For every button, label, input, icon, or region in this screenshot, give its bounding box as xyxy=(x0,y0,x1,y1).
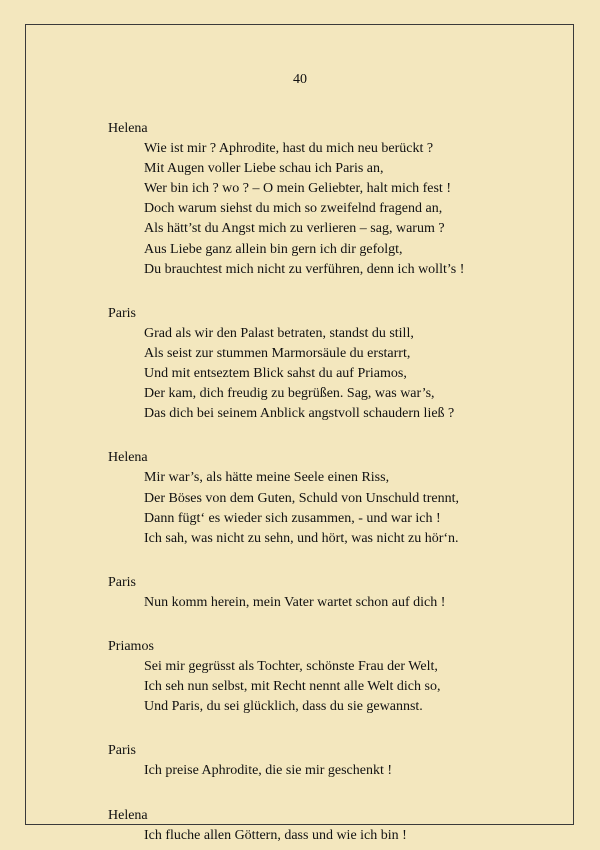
speech-block xyxy=(108,448,548,548)
verse-line: Ich fluche allen Göttern, dass und wie ich bin ! xyxy=(144,827,407,843)
verse-line: Grad als wir den Palast betraten, standst du still, xyxy=(144,325,414,341)
dialogue-text xyxy=(108,119,548,850)
verse-line: Du brauchtest mich nicht zu verführen, denn ich wollt’s ! xyxy=(144,261,465,277)
verse-line: Aus Liebe ganz allein bin gern ich dir gefolgt, xyxy=(144,241,403,257)
verse-line: Sei mir gegrüsst als Tochter, schönste Frau der Welt, xyxy=(144,659,438,675)
verse-line: Doch warum siehst du mich so zweifelnd fragend an, xyxy=(144,201,443,217)
verse-line: Ich sah, was nicht zu sehn, und hört, was nicht zu hör‘n. xyxy=(144,530,459,546)
verse-line: Mit Augen voller Liebe schau ich Paris an, xyxy=(144,161,384,177)
speaker-name: Helena xyxy=(108,807,148,823)
page-number: 40 xyxy=(293,72,307,87)
verse-line: Wie ist mir ? Aphrodite, hast du mich neu berückt ? xyxy=(144,141,434,157)
verse-line: Als hätt’st du Angst mich zu verlieren – sag, warum ? xyxy=(144,221,445,237)
speech-block xyxy=(108,741,548,781)
speaker-name: Priamos xyxy=(108,638,154,654)
speech-block xyxy=(108,637,548,717)
speaker-name: Paris xyxy=(108,743,136,759)
verse-line: Der kam, dich freudig zu begrüßen. Sag, was war’s, xyxy=(144,386,435,402)
verse-line: Ich preise Aphrodite, die sie mir geschenkt ! xyxy=(144,763,393,779)
verse-line: Dann fügt‘ es wieder sich zusammen, - und war ich ! xyxy=(144,510,441,526)
speech-block xyxy=(108,806,548,846)
speech-block xyxy=(108,119,548,280)
verse-line: Mir war’s, als hätte meine Seele einen Riss, xyxy=(144,470,390,486)
verse-line: Und mit entseztem Blick sahst du auf Priamos, xyxy=(144,366,407,382)
speech-block xyxy=(108,573,548,613)
speaker-name: Helena xyxy=(108,450,148,466)
speaker-name: Helena xyxy=(108,121,148,136)
verse-line: Nun komm herein, mein Vater wartet schon auf dich ! xyxy=(144,594,446,610)
verse-line: Wer bin ich ? wo ? – O mein Geliebter, halt mich fest ! xyxy=(144,181,451,197)
verse-line: Als seist zur stummen Marmorsäule du erstarrt, xyxy=(144,345,411,361)
speaker-name: Paris xyxy=(108,574,136,590)
speaker-name: Paris xyxy=(108,305,136,321)
verse-line: Und Paris, du sei glücklich, dass du sie gewannst. xyxy=(144,699,423,715)
speech-block xyxy=(108,304,548,425)
verse-line: Das dich bei seinem Anblick angstvoll schaudern ließ ? xyxy=(144,406,455,422)
verse-line: Der Böses von dem Guten, Schuld von Unschuld trennt, xyxy=(144,490,459,506)
verse-line: Ich seh nun selbst, mit Recht nennt alle Welt dich so, xyxy=(144,679,441,695)
